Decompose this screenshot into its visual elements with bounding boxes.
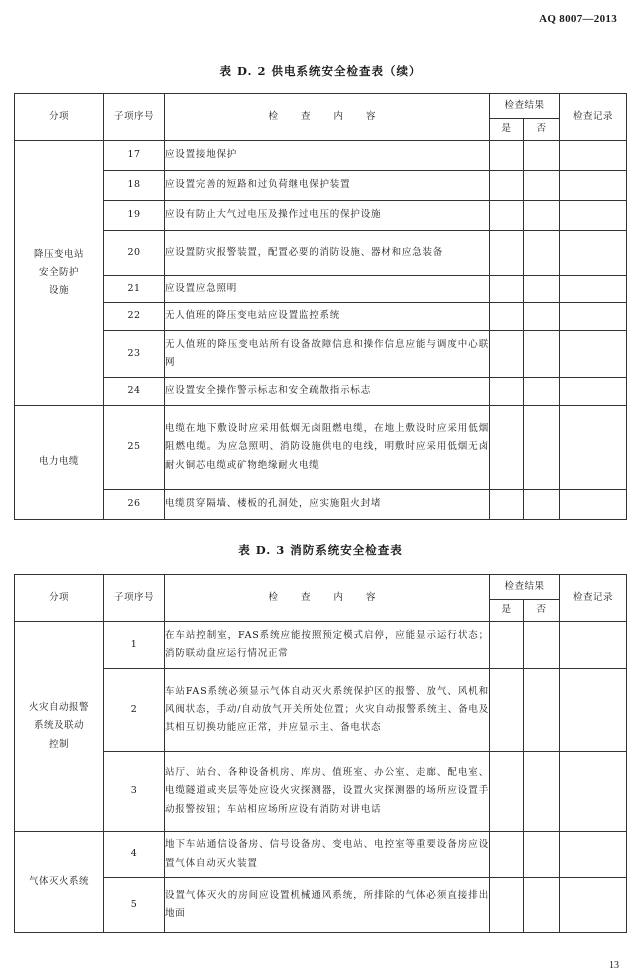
table-row [15,378,627,406]
yes-cell[interactable] [490,490,524,520]
table-d3 [14,574,627,933]
item-no-cell: 17 [104,141,165,171]
content-cell: 设置气体灭火的房间应设置机械通风系统，所排除的气体必须直接排出地面 [165,878,490,933]
header-record: 检查记录 [560,94,627,141]
no-cell[interactable] [524,141,560,171]
record-cell[interactable] [560,878,627,933]
record-cell[interactable] [560,171,627,201]
yes-cell[interactable] [490,406,524,490]
no-cell[interactable] [524,201,560,231]
item-no-cell: 19 [104,201,165,231]
table-row [15,669,627,752]
item-no-cell: 4 [104,832,165,878]
record-cell[interactable] [560,201,627,231]
item-no-cell: 1 [104,622,165,669]
item-no-cell: 25 [104,406,165,490]
yes-cell[interactable] [490,669,524,752]
record-cell[interactable] [560,752,627,832]
category-cell: 气体灭火系统 [15,832,104,933]
no-cell[interactable] [524,331,560,378]
table-d3-caption: 表 D. 3 消防系统安全检查表 [238,543,403,557]
no-cell[interactable] [524,752,560,832]
no-cell[interactable] [524,303,560,331]
no-cell[interactable] [524,231,560,276]
no-cell[interactable] [524,669,560,752]
item-no-cell: 26 [104,490,165,520]
content-cell: 车站FAS系统必须显示气体自动灭火系统保护区的报警、放气、风机和风阀状态，手动/自动放气开关所处位置；火灾自动报警系统主、备电及其相互切换功能应正常，并应显示主、备电状态 [165,669,490,752]
yes-cell[interactable] [490,231,524,276]
yes-cell[interactable] [490,622,524,669]
item-no-cell: 24 [104,378,165,406]
table-row [15,622,627,669]
content-cell: 应设置防灾报警装置，配置必要的消防设施、器材和应急装备 [165,231,490,276]
item-no-cell: 18 [104,171,165,201]
item-no-cell: 23 [104,331,165,378]
content-cell: 电缆贯穿隔墙、楼板的孔洞处，应实施阻火封堵 [165,490,490,520]
item-no-cell: 2 [104,669,165,752]
no-cell[interactable] [524,622,560,669]
record-cell[interactable] [560,490,627,520]
content-cell: 应设置安全操作警示标志和安全疏散指示标志 [165,378,490,406]
no-cell[interactable] [524,832,560,878]
category-cell: 电力电缆 [15,406,104,520]
content-cell: 应设置应急照明 [165,276,490,303]
record-cell[interactable] [560,406,627,490]
table-row [15,832,627,878]
table-row [15,878,627,933]
table-d2 [14,93,627,520]
yes-cell[interactable] [490,303,524,331]
header-record: 检查记录 [560,575,627,622]
yes-cell[interactable] [490,276,524,303]
yes-cell[interactable] [490,378,524,406]
content-cell: 应设置完善的短路和过负荷继电保护装置 [165,171,490,201]
table-row [15,231,627,276]
record-cell[interactable] [560,622,627,669]
table-row [15,201,627,231]
table-row [15,276,627,303]
no-cell[interactable] [524,378,560,406]
content-cell: 电缆在地下敷设时应采用低烟无卤阻燃电缆，在地上敷设时应采用低烟阻燃电缆。为应急照明、消防设施供电的电线，明敷时应采用低烟无卤耐火铜芯电缆或矿物绝缘耐火电缆 [165,406,490,490]
no-cell[interactable] [524,490,560,520]
category-cell: 降压变电站 安全防护 设施 [15,141,104,406]
table-row [15,171,627,201]
header-category: 分项 [15,94,104,141]
record-cell[interactable] [560,276,627,303]
header-no: 否 [524,119,560,141]
content-cell: 无人值班的降压变电站所有设备故障信息和操作信息应能与调度中心联网 [165,331,490,378]
record-cell[interactable] [560,331,627,378]
yes-cell[interactable] [490,141,524,171]
table-row [15,303,627,331]
header-content: 检 查 内 容 [165,575,490,622]
header-category: 分项 [15,575,104,622]
content-cell: 应设置接地保护 [165,141,490,171]
record-cell[interactable] [560,669,627,752]
table-row [15,141,627,171]
category-cell: 火灾自动报警 系统及联动 控制 [15,622,104,832]
item-no-cell: 20 [104,231,165,276]
header-item-no: 子项序号 [104,94,165,141]
table-row [15,752,627,832]
content-cell: 地下车站通信设备房、信号设备房、变电站、电控室等重要设备房应设置气体自动灭火装置 [165,832,490,878]
page-number: 13 [609,960,619,971]
no-cell[interactable] [524,276,560,303]
yes-cell[interactable] [490,832,524,878]
record-cell[interactable] [560,141,627,171]
table-row [15,331,627,378]
header-content: 检 查 内 容 [165,94,490,141]
record-cell[interactable] [560,303,627,331]
table-row [15,490,627,520]
yes-cell[interactable] [490,878,524,933]
yes-cell[interactable] [490,331,524,378]
standard-code: AQ 8007—2013 [539,13,617,25]
table-row [15,406,627,490]
header-result: 检查结果 [490,94,560,119]
record-cell[interactable] [560,231,627,276]
no-cell[interactable] [524,878,560,933]
no-cell[interactable] [524,406,560,490]
content-cell: 应设有防止大气过电压及操作过电压的保护设施 [165,201,490,231]
content-cell: 站厅、站台、各种设备机房、库房、值班室、办公室、走廊、配电室、电缆隧道或夹层等处应设火灾探测器，设置火灾探测器的场所应设置手动报警按钮；车站相应场所应设有消防对讲电话 [165,752,490,832]
yes-cell[interactable] [490,201,524,231]
header-yes: 是 [490,600,524,622]
content-cell: 在车站控制室，FAS系统应能按照预定模式启停，应能显示运行状态；消防联动盘应运行情况正常 [165,622,490,669]
item-no-cell: 3 [104,752,165,832]
header-yes: 是 [490,119,524,141]
yes-cell[interactable] [490,752,524,832]
item-no-cell: 5 [104,878,165,933]
header-no: 否 [524,600,560,622]
record-cell[interactable] [560,832,627,878]
content-cell: 无人值班的降压变电站应设置监控系统 [165,303,490,331]
header-item-no: 子项序号 [104,575,165,622]
no-cell[interactable] [524,171,560,201]
header-result: 检查结果 [490,575,560,600]
yes-cell[interactable] [490,171,524,201]
item-no-cell: 22 [104,303,165,331]
item-no-cell: 21 [104,276,165,303]
record-cell[interactable] [560,378,627,406]
table-d2-caption: 表 D. 2 供电系统安全检查表（续） [219,64,422,78]
